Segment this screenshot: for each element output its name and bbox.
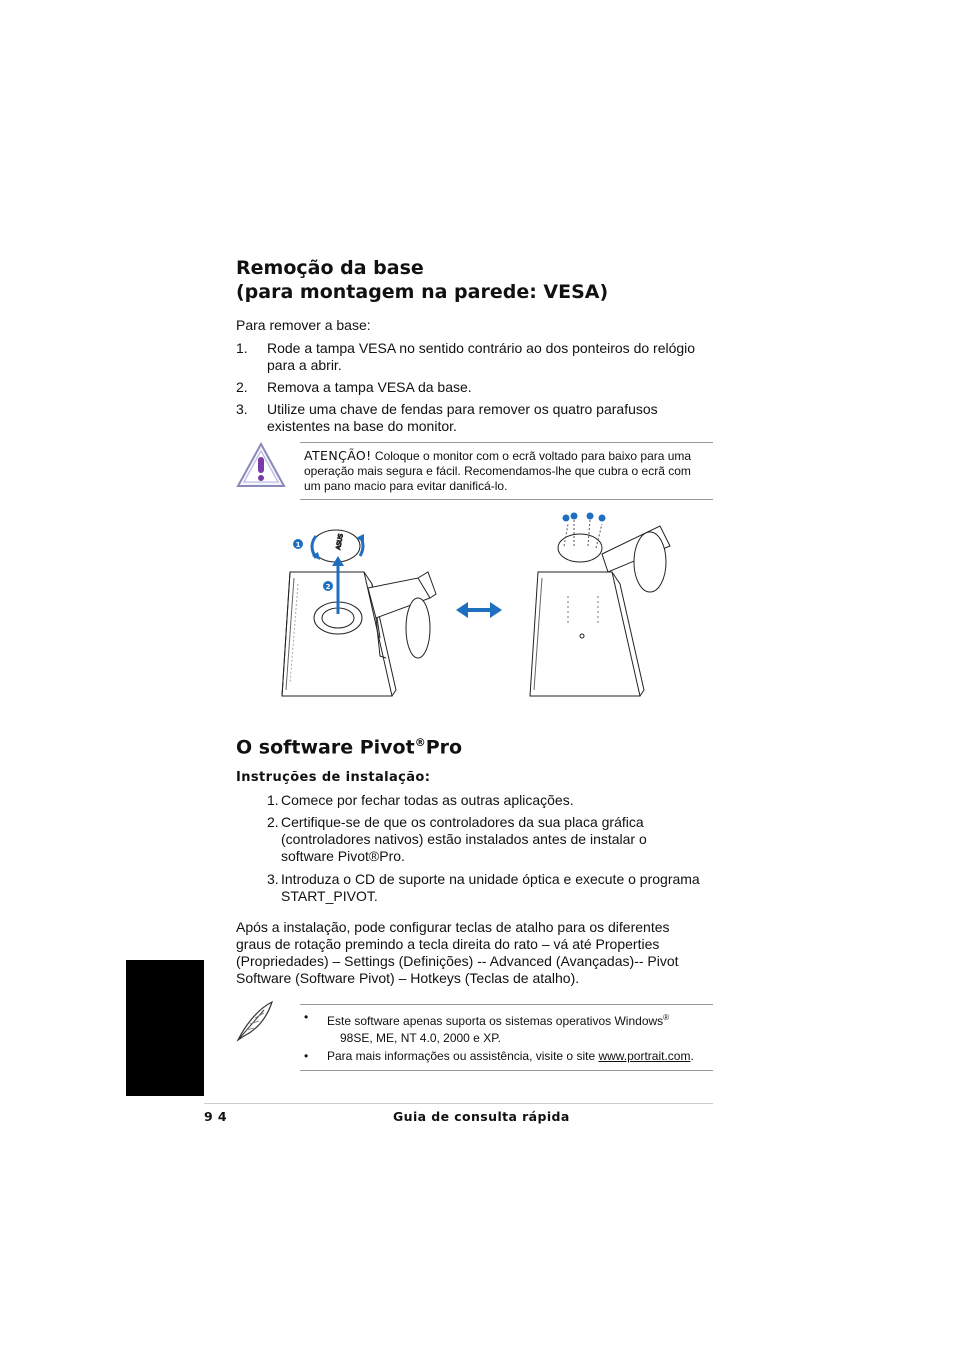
section-title-removal [236, 256, 608, 304]
marker-step-1: 1 [295, 541, 301, 549]
title-line-2: (para montagem na parede: VESA) [236, 281, 609, 303]
step-text: Utilize uma chave de fendas para remover os quatro parafusos [267, 401, 658, 417]
note-bullet-2 [304, 1049, 724, 1064]
warning-bottom-rule [300, 499, 713, 500]
page-number: 9 4 [204, 1109, 227, 1124]
step-text: Introduza o CD de suporte na unidade óptica e execute o programa [281, 871, 700, 887]
note-text-end: . [690, 1049, 694, 1063]
step-number: 2. [236, 379, 248, 395]
warning-text [304, 448, 716, 494]
list-item [236, 401, 716, 437]
paragraph-line: Software (Software Pivot) – Hotkeys (Teclas de atalho). [236, 970, 580, 986]
step-number: 3. [267, 871, 279, 887]
after-install-paragraph [236, 919, 716, 987]
list-item [236, 340, 716, 376]
warning-label: ATENÇÃO! [304, 448, 372, 463]
warning-icon [236, 442, 286, 488]
warning-top-rule [300, 442, 713, 443]
step-number: 3. [236, 401, 248, 417]
base-removal-illustration [268, 506, 688, 698]
step-number: 2. [267, 814, 279, 830]
portrait-website-link[interactable]: www.portrait.com [598, 1049, 691, 1063]
logo-text: ASUS [335, 533, 345, 551]
note-text: Para mais informações ou assistência, visite o site [327, 1049, 599, 1063]
step-text: Remova a tampa VESA da base. [267, 379, 472, 395]
note-text: Este software apenas suporta os sistemas operativos Windows [327, 1014, 664, 1028]
warning-line-2: operação mais segura e fácil. Recomendamos-lhe que cubra o ecrã com [304, 464, 691, 478]
warning-line-3: um pano macio para evitar danificá-lo. [304, 479, 508, 493]
list-item [267, 871, 727, 907]
step-text-cont: START_PIVOT. [281, 888, 378, 904]
list-item [236, 379, 716, 397]
bullet-icon: • [304, 1049, 309, 1063]
language-sidebar-tab [126, 960, 204, 1096]
paragraph-line: (Propriedades) – Settings (Definições) -- Advanced (Avançadas)-- Pivot [236, 953, 679, 969]
note-text-cont: 98SE, ME, NT 4.0, 2000 e XP. [340, 1031, 501, 1045]
step-text: Certifique-se de que os controladores da sua placa gráfica [281, 814, 644, 830]
paragraph-line: graus de rotação premindo a tecla direita do rato – vá até Properties [236, 936, 660, 952]
title-main: O software Pivot [236, 736, 415, 759]
title-line-1: Remoção da base [236, 257, 424, 279]
footer-rule [204, 1103, 713, 1104]
section-title-pivotpro [236, 731, 462, 759]
marker-step-2: 2 [325, 583, 331, 591]
registered-mark: ® [414, 736, 426, 749]
step-text-cont: (controladores nativos) estão instalados antes de instalar o [281, 831, 647, 847]
step-text-cont: software Pivot®Pro. [281, 848, 405, 864]
footer-guide-title: Guia de consulta rápida [393, 1109, 570, 1124]
step-number: 1. [267, 792, 279, 808]
step-text: Comece por fechar todas as outras aplicações. [281, 792, 574, 808]
note-bottom-rule [300, 1070, 713, 1071]
note-top-rule [300, 1004, 713, 1005]
list-item [267, 792, 727, 810]
step-text-cont: existentes na base do monitor. [267, 418, 457, 434]
title-suffix: Pro [425, 736, 463, 759]
warning-line-1: Coloque o monitor com o ecrã voltado para baixo para uma [371, 449, 692, 463]
step-text-cont: para a abrir. [267, 357, 342, 373]
note-bullet-1 [304, 1010, 716, 1046]
bullet-icon: • [304, 1010, 309, 1024]
feather-note-icon [234, 1000, 276, 1042]
step-number: 1. [236, 340, 248, 356]
list-item [267, 814, 727, 868]
paragraph-line: Após a instalação, pode configurar teclas de atalho para os diferentes [236, 919, 670, 935]
install-subtitle: Instruções de instalação: [236, 770, 431, 785]
step-text: Rode a tampa VESA no sentido contrário ao dos ponteiros do relógio [267, 340, 696, 356]
registered-mark: ® [663, 1013, 670, 1022]
intro-text: Para remover a base: [236, 317, 371, 333]
